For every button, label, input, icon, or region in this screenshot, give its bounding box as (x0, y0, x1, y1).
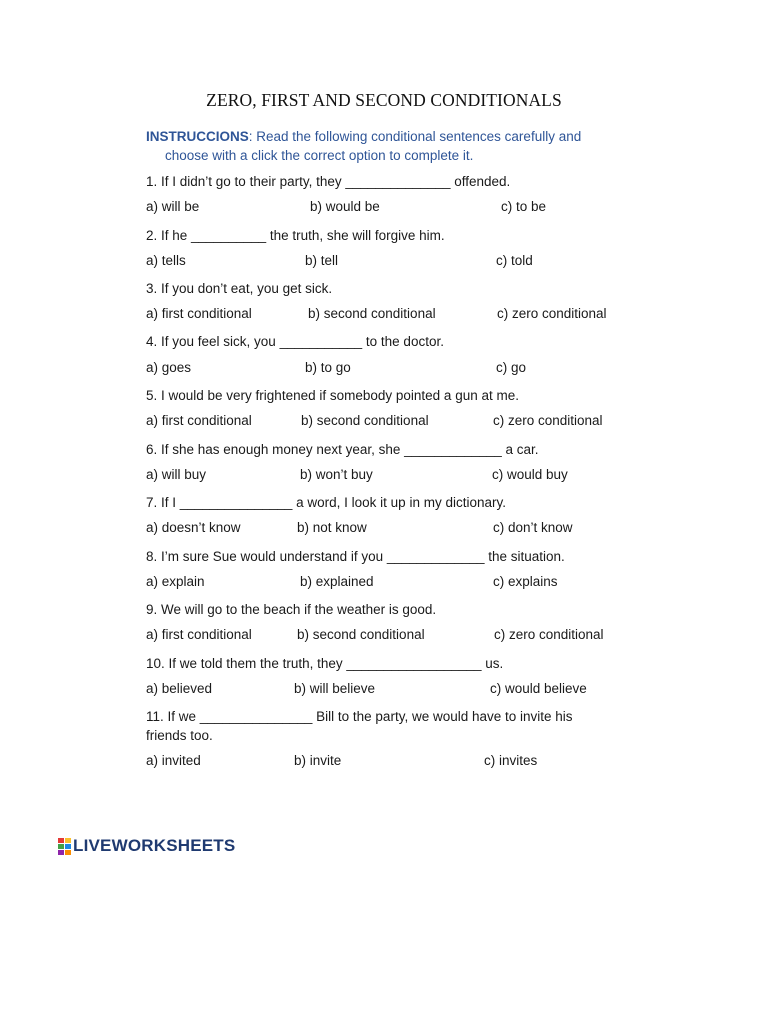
option-2a[interactable]: a) tells (146, 253, 186, 268)
option-10c[interactable]: c) would believe (490, 681, 587, 696)
instructions-lead: INSTRUCCIONS (146, 129, 249, 144)
option-10b[interactable]: b) will believe (294, 681, 376, 696)
option-10a[interactable]: a) believed (146, 681, 213, 696)
worksheet-title: ZERO, FIRST AND SECOND CONDITIONALS (206, 90, 562, 110)
option-5a[interactable]: a) first conditional (146, 413, 252, 428)
option-2b[interactable]: b) tell (305, 253, 339, 268)
option-9a[interactable]: a) first conditional (146, 627, 252, 642)
logo-square-4 (65, 844, 71, 849)
option-9c[interactable]: c) zero conditional (494, 627, 604, 642)
option-1b[interactable]: b) would be (310, 199, 380, 214)
logo-square-5 (58, 850, 64, 855)
option-1c[interactable]: c) to be (501, 199, 547, 214)
question-1: 1. If I didn’t go to their party, they ______________ offended. (146, 174, 511, 189)
logo-square-2 (65, 838, 71, 843)
question-3: 3. If you don’t eat, you get sick. (146, 281, 333, 296)
liveworksheets-logo (58, 835, 235, 857)
options-3 (146, 306, 626, 325)
option-4b[interactable]: b) to go (305, 360, 351, 375)
logo-square-3 (58, 844, 64, 849)
instructions-line2: choose with a click the correct option to complete it. (165, 148, 474, 163)
option-8c[interactable]: c) explains (493, 574, 558, 589)
question-8: 8. I’m sure Sue would understand if you _____________ the situation. (146, 549, 565, 564)
option-7c[interactable]: c) don’t know (493, 520, 573, 535)
option-2c[interactable]: c) told (496, 253, 533, 268)
options-6 (146, 467, 626, 486)
instructions (146, 127, 616, 165)
option-4a[interactable]: a) goes (146, 360, 192, 375)
option-6c[interactable]: c) would buy (492, 467, 568, 482)
option-1a[interactable]: a) will be (146, 199, 200, 214)
option-11b[interactable]: b) invite (294, 753, 342, 768)
option-11c[interactable]: c) invites (484, 753, 538, 768)
question-4: 4. If you feel sick, you ___________ to the doctor. (146, 334, 444, 349)
options-1 (146, 199, 626, 218)
option-3c[interactable]: c) zero conditional (497, 306, 607, 321)
options-4 (146, 360, 626, 379)
question-9: 9. We will go to the beach if the weather is good. (146, 602, 437, 617)
options-5 (146, 413, 626, 432)
option-3a[interactable]: a) first conditional (146, 306, 252, 321)
logo-square-6 (65, 850, 71, 855)
instructions-line1: : Read the following conditional sentences carefully and (248, 129, 582, 144)
options-7 (146, 520, 626, 539)
option-6b[interactable]: b) won’t buy (300, 467, 373, 482)
option-8b[interactable]: b) explained (300, 574, 374, 589)
question-7: 7. If I _______________ a word, I look it up in my dictionary. (146, 495, 506, 510)
logo-square-1 (58, 838, 64, 843)
option-7b[interactable]: b) not know (297, 520, 367, 535)
options-10 (146, 681, 626, 700)
question-5: 5. I would be very frightened if somebody pointed a gun at me. (146, 388, 519, 403)
option-5c[interactable]: c) zero conditional (493, 413, 603, 428)
option-6a[interactable]: a) will buy (146, 467, 207, 482)
option-11a[interactable]: a) invited (146, 753, 201, 768)
question-11: 11. If we _______________ Bill to the party, we would have to invite his friends too. (146, 709, 573, 743)
question-6: 6. If she has enough money next year, she _____________ a car. (146, 442, 539, 457)
option-8a[interactable]: a) explain (146, 574, 205, 589)
liveworksheets-logo-icon (58, 838, 71, 854)
options-9 (146, 627, 626, 646)
options-11 (146, 753, 626, 772)
option-7a[interactable]: a) doesn’t know (146, 520, 241, 535)
option-4c[interactable]: c) go (496, 360, 527, 375)
options-8 (146, 574, 626, 593)
option-3b[interactable]: b) second conditional (308, 306, 436, 321)
option-5b[interactable]: b) second conditional (301, 413, 429, 428)
liveworksheets-logo-text: LIVEWORKSHEETS (73, 836, 236, 855)
question-2: 2. If he __________ the truth, she will forgive him. (146, 228, 445, 243)
option-9b[interactable]: b) second conditional (297, 627, 425, 642)
question-10: 10. If we told them the truth, they __________________ us. (146, 656, 504, 671)
options-2 (146, 253, 626, 272)
